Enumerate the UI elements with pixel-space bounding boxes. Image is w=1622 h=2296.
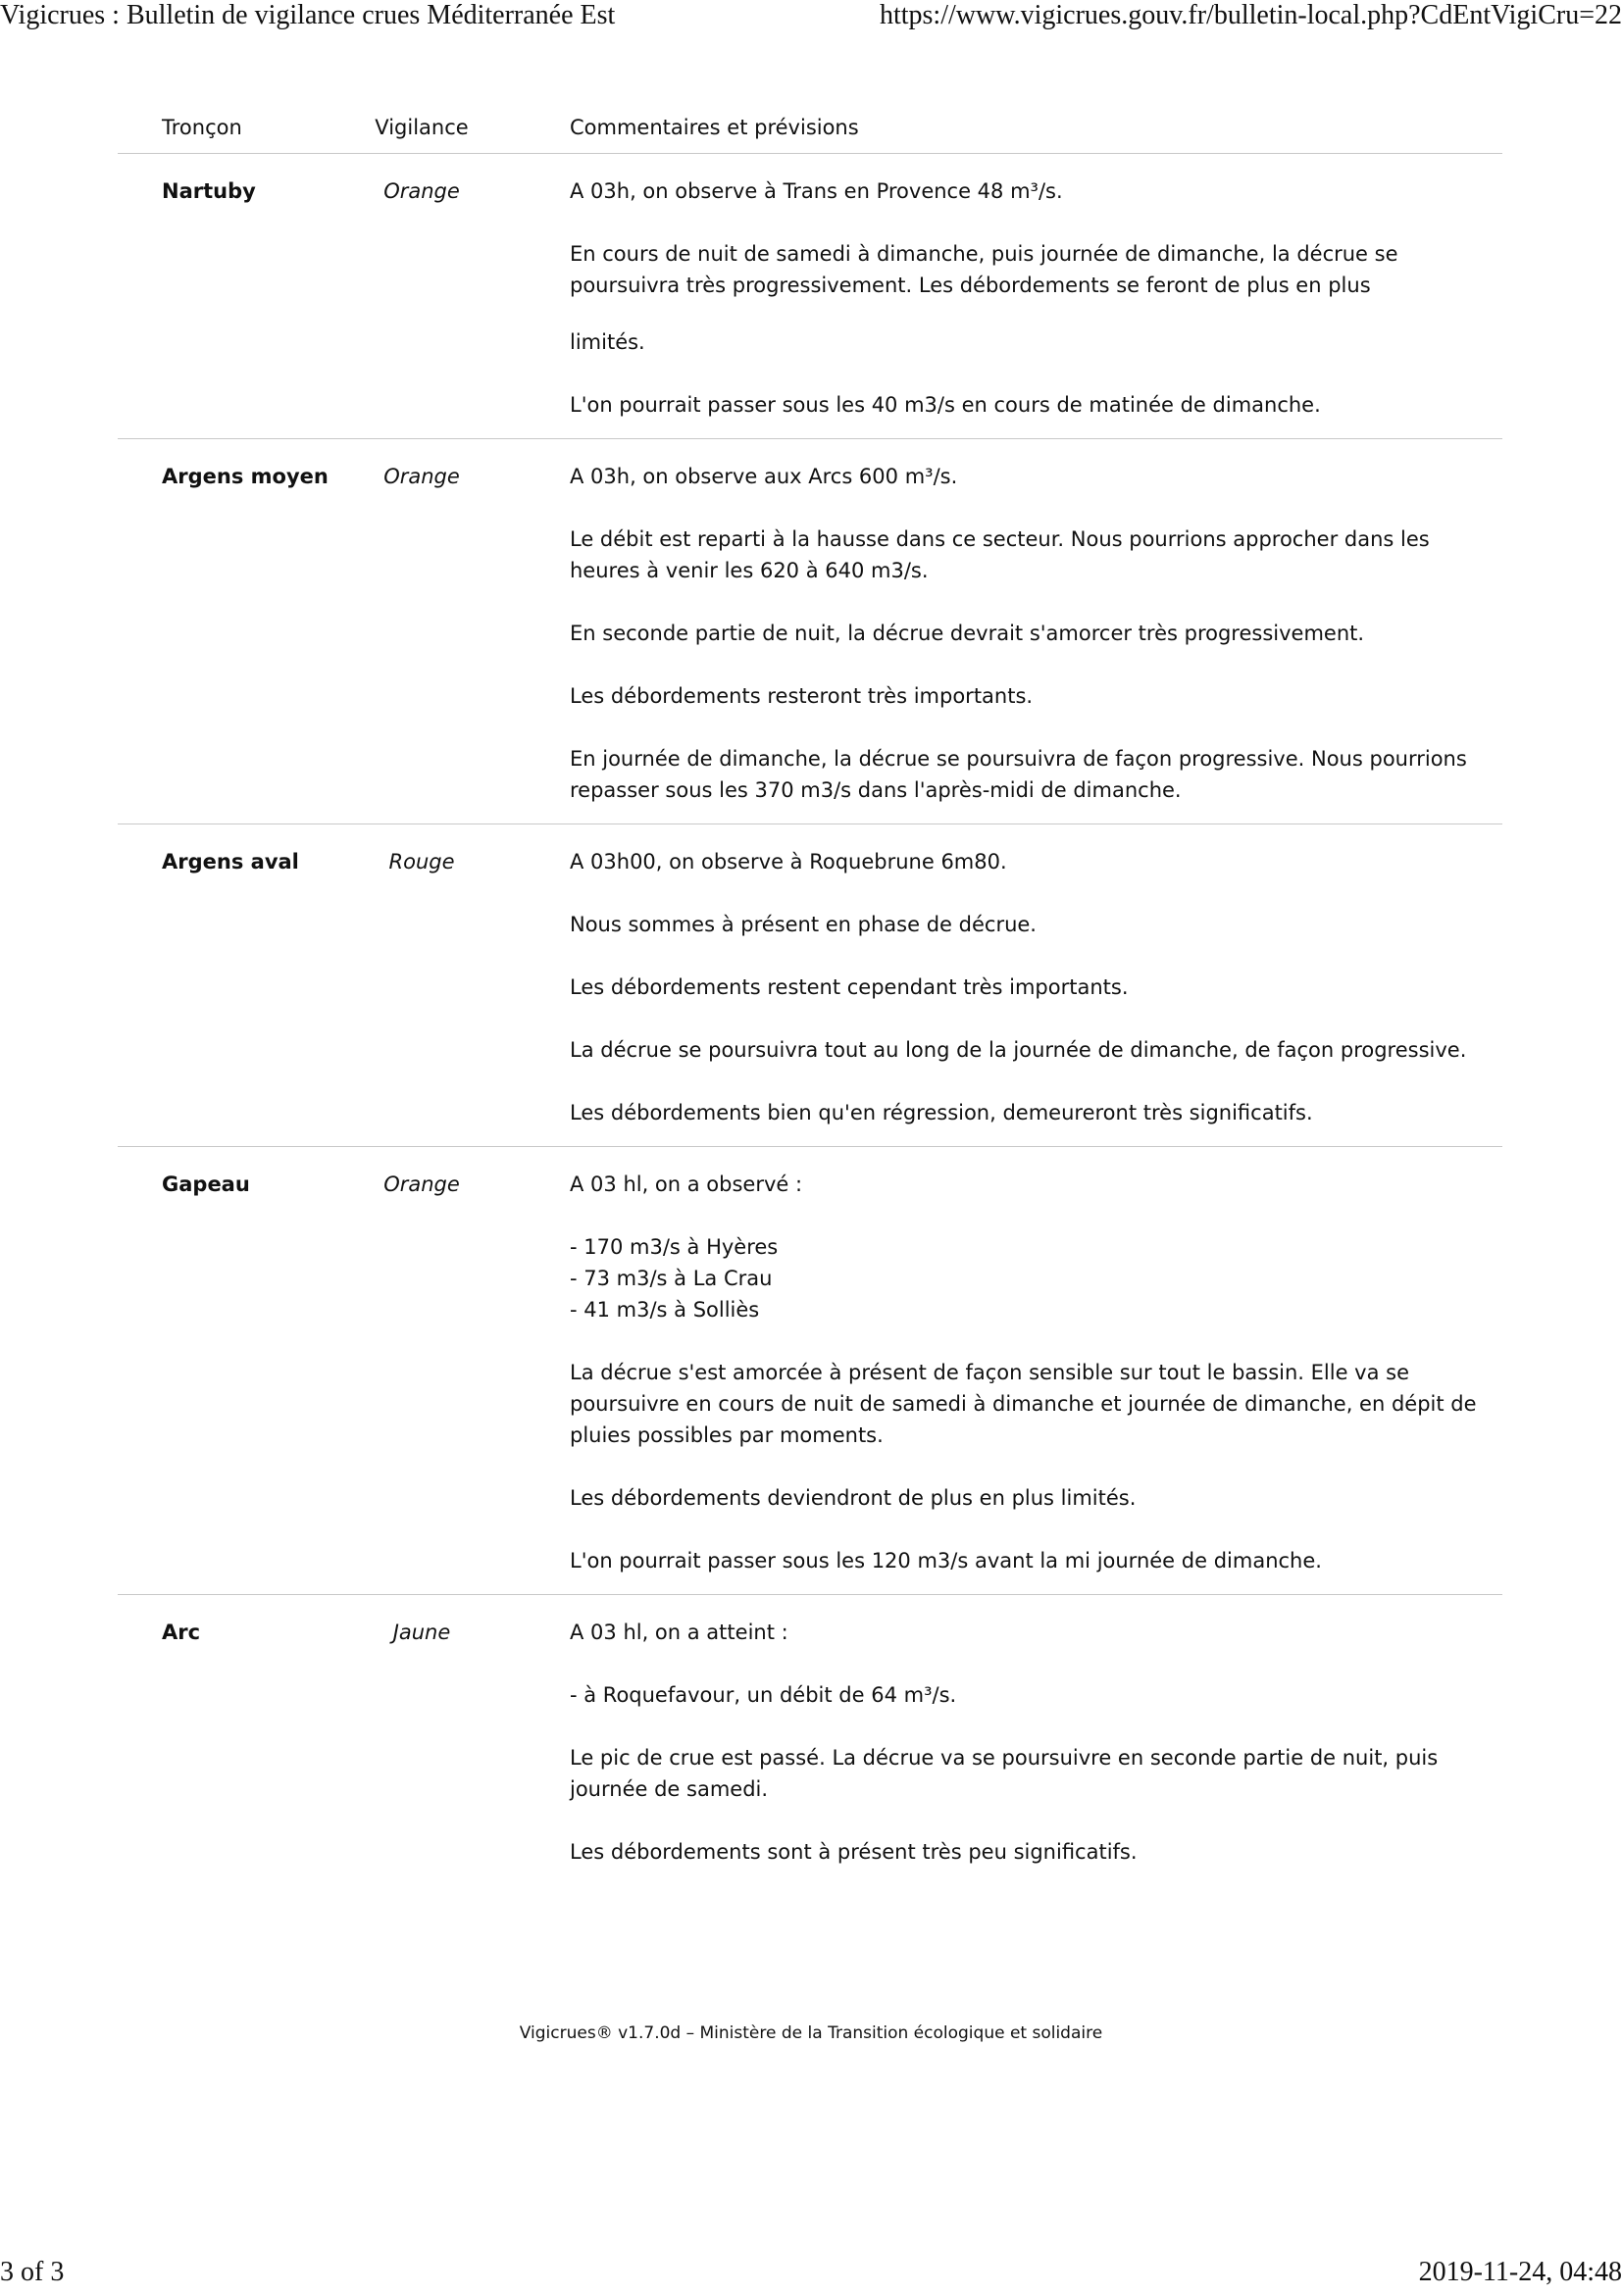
section-argens-aval [118,824,1502,1147]
print-header [0,0,1622,39]
troncon-name: Arc [162,1621,201,1644]
comment-paragraph: La décrue se poursuivra tout au long de la journée de dimanche, de façon progressive. [570,1038,1467,1062]
comment-paragraph: En journée de dimanche, la décrue se poursuivra de façon progressive. Nous pourrions repasser sous les 370 m3/s dans l'après-midi de dimanche. [570,747,1467,802]
comment-paragraph: A 03h, on observe à Trans en Provence 48 m³/s. [570,179,1063,203]
print-footer [0,2257,1622,2296]
comment-paragraph: La décrue s'est amorcée à présent de façon sensible sur tout le bassin. Elle va se poursuivre en cours de nuit de samedi à dimanche et journée de dimanche, en dépit de pluies possibles par moments. [570,1361,1477,1447]
header-troncon: Tronçon [162,116,242,139]
troncon-name: Argens aval [162,850,299,873]
station-list: - 170 m3/s à Hyères - 73 m3/s à La Crau - 41 m3/s à Solliès [570,1235,779,1322]
comment-paragraph: L'on pourrait passer sous les 40 m3/s en cours de matinée de dimanche. [570,393,1321,417]
comment-paragraph: A 03 hl, on a observé : [570,1173,803,1196]
table-header-row [118,106,1502,154]
comment-paragraph: - à Roquefavour, un débit de 64 m³/s. [570,1683,957,1707]
comments [570,1617,1492,1868]
section-argens-moyen [118,439,1502,824]
comment-paragraph: Les débordements deviendront de plus en plus limités. [570,1486,1137,1510]
print-page-number: 3 of 3 [0,2257,65,2287]
comment-paragraph: Les débordements sont à présent très peu significatifs. [570,1840,1138,1864]
comment-paragraph: Nous sommes à présent en phase de décrue. [570,913,1037,936]
vigilance-level: Orange [383,465,460,488]
comment-paragraph: Les débordements restent cependant très importants. [570,975,1129,999]
comments [570,846,1492,1128]
section-nartuby [118,154,1502,439]
comments [570,461,1492,806]
troncon-name: Nartuby [162,179,256,203]
vigilance-level: Orange [383,1173,460,1196]
vigilance-level: Orange [383,179,460,203]
comment-paragraph: Le débit est reparti à la hausse dans ce secteur. Nous pourrions approcher dans les heures à venir les 620 à 640 m3/s. [570,527,1430,582]
comment-paragraph: Les débordements resteront très importants. [570,684,1034,708]
vigilance-level: Rouge [388,850,455,873]
bulletin-table [118,106,1502,1885]
print-datetime: 2019-11-24, 04:48 [1418,2257,1622,2287]
comment-paragraph: Le pic de crue est passé. La décrue va se poursuivre en seconde partie de nuit, puis journée de samedi. [570,1746,1439,1801]
section-arc [118,1595,1502,1885]
print-page-title: Vigicrues : Bulletin de vigilance crues Méditerranée Est [0,0,616,30]
comment-paragraph: limités. [570,330,645,354]
header-comments: Commentaires et prévisions [570,116,859,139]
print-page-url: https://www.vigicrues.gouv.fr/bulletin-local.php?CdEntVigiCru=22 [879,0,1622,30]
vigilance-level: Jaune [392,1621,451,1644]
comment-paragraph: Les débordements bien qu'en régression, demeureront très significatifs. [570,1101,1313,1124]
comment-paragraph: En seconde partie de nuit, la décrue devrait s'amorcer très progressivement. [570,622,1365,645]
comment-paragraph: A 03h00, on observe à Roquebrune 6m80. [570,850,1007,873]
section-gapeau [118,1147,1502,1595]
comments [570,1169,1492,1576]
comment-paragraph: A 03 hl, on a atteint : [570,1621,788,1644]
comment-paragraph: L'on pourrait passer sous les 120 m3/s avant la mi journée de dimanche. [570,1549,1322,1572]
comment-paragraph: En cours de nuit de samedi à dimanche, puis journée de dimanche, la décrue se poursuivra très progressivement. Les débordements se feront de plus en plus [570,242,1398,297]
troncon-name: Gapeau [162,1173,250,1196]
footer-credit: Vigicrues® v1.7.0d – Ministère de la Transition écologique et solidaire [519,2023,1103,2043]
troncon-name: Argens moyen [162,465,329,488]
comment-paragraph: A 03h, on observe aux Arcs 600 m³/s. [570,465,958,488]
header-vigilance: Vigilance [375,116,469,139]
comments [570,175,1492,421]
